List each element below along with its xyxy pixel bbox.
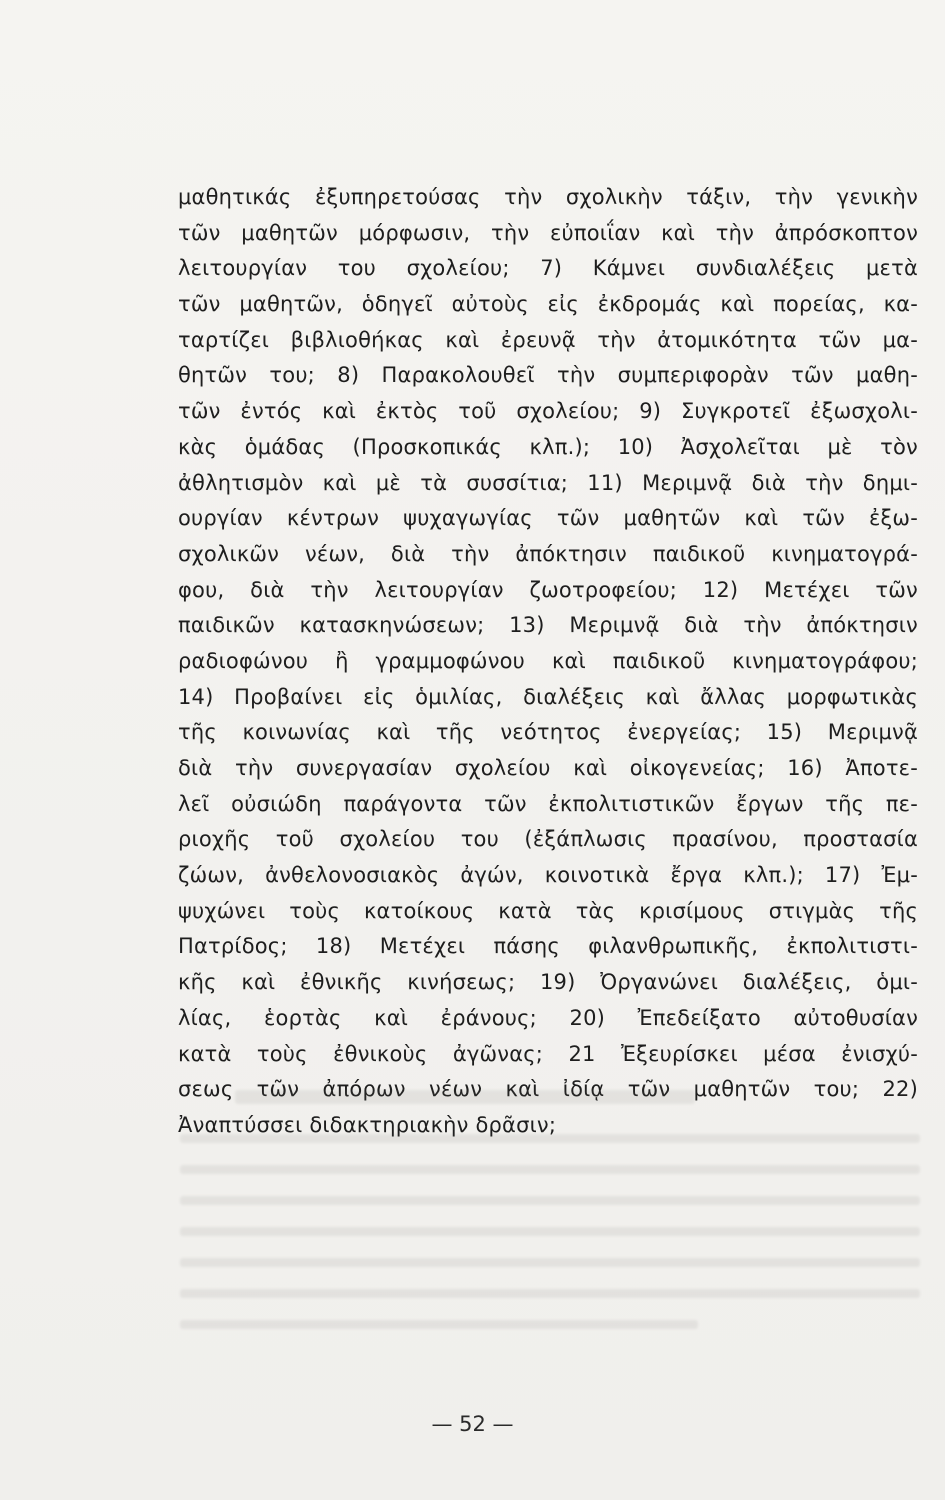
show-through-line	[180, 1320, 698, 1329]
text-line: ζώων, ἀνθελονοσιακὸς ἀγών, κοινοτικὰ ἔργα κλπ.); 17) Ἐμ-	[178, 863, 918, 888]
text-line: τῶν μαθητῶν μόρφωσιν, τὴν εὐποιΐαν καὶ τὴν ἀπρόσκοπτον	[178, 220, 918, 245]
text-line: κῆς καὶ ἐθνικῆς κινήσεως; 19) Ὀργανώνει διαλέξεις, ὁμι-	[178, 970, 918, 995]
text-line: λεῖ οὐσιώδη παράγοντα τῶν ἐκπολιτιστικῶν ἔργων τῆς πε-	[178, 791, 918, 816]
show-through-line	[180, 1289, 920, 1298]
text-line: φου, διὰ τὴν λειτουργίαν ζωοτροφείου; 12) Μετέχει τῶν	[178, 577, 918, 602]
text-line: θητῶν του; 8) Παρακολουθεῖ τὴν συμπεριφορὰν τῶν μαθη-	[178, 363, 918, 388]
text-line: κὰς ὁμάδας (Προσκοπικάς κλπ.); 10) Ἀσχολεῖται μὲ τὸν	[178, 434, 918, 459]
text-line: τῶν ἐντός καὶ ἐκτὸς τοῦ σχολείου; 9) Συγκροτεῖ ἐξωσχολι-	[178, 399, 918, 424]
text-line: Ἀναπτύσσει διδακτηριακὴν δρᾶσιν;	[178, 1112, 557, 1137]
text-line: λειτουργίαν του σχολείου; 7) Κάμνει συνδιαλέξεις μετὰ	[178, 256, 918, 281]
text-line: τῶν μαθητῶν, ὁδηγεῖ αὐτοὺς εἰς ἐκδρομάς καὶ πορείας, κα-	[178, 292, 918, 317]
text-line: σχολικῶν νέων, διὰ τὴν ἀπόκτησιν παιδικοῦ κινηματογρά-	[178, 541, 918, 566]
text-line: ταρτίζει βιβλιοθήκας καὶ ἐρευνᾷ τὴν ἀτομικότητα τῶν μα-	[178, 327, 918, 352]
text-line: μαθητικάς ἐξυπηρετούσας τὴν σχολικὴν τάξιν, τὴν γενικὴν	[178, 185, 918, 209]
text-line: Πατρίδος; 18) Μετέχει πάσης φιλανθρωπικῆς, ἐκπολιτιστι-	[178, 934, 918, 959]
text-line: ψυχώνει τοὺς κατοίκους κατὰ τὰς κρισίμους στιγμὰς τῆς	[178, 898, 918, 923]
show-through-line	[180, 1227, 920, 1236]
text-line: ριοχῆς τοῦ σχολείου του (ἐξάπλωσις πρασίνου, προστασία	[178, 827, 918, 852]
text-line: ἀθλητισμὸν καὶ μὲ τὰ συσσίτια; 11) Μεριμνᾷ διὰ τὴν δημι-	[178, 470, 918, 495]
show-through-line	[180, 1165, 920, 1174]
show-through-line	[180, 1196, 920, 1205]
text-line: ουργίαν κέντρων ψυχαγωγίας τῶν μαθητῶν καὶ τῶν ἐξω-	[178, 506, 918, 531]
body-text	[178, 180, 918, 1144]
text-line: διὰ τὴν συνεργασίαν σχολείου καὶ οἰκογενείας; 16) Ἀποτε-	[178, 756, 918, 780]
text-line: λίας, ἑορτὰς καὶ ἐράνους; 20) Ἐπεδείξατο αὐτοθυσίαν	[178, 1005, 918, 1030]
text-line: σεως τῶν ἀπόρων νέων καὶ ἰδίᾳ τῶν μαθητῶν του; 22)	[178, 1077, 918, 1102]
page-number: — 52 —	[431, 1412, 514, 1436]
show-through-line	[180, 1258, 920, 1267]
text-line: ραδιοφώνου ἢ γραμμοφώνου καὶ παιδικοῦ κινηματογράφου;	[178, 648, 918, 673]
text-line: παιδικῶν κατασκηνώσεων; 13) Μεριμνᾷ διὰ τὴν ἀπόκτησιν	[178, 613, 918, 638]
text-line: 14) Προβαίνει εἰς ὁμιλίας, διαλέξεις καὶ ἄλλας μορφωτικὰς	[178, 684, 918, 709]
text-line: τῆς κοινωνίας καὶ τῆς νεότητος ἐνεργείας; 15) Μεριμνᾷ	[178, 720, 918, 745]
text-line: κατὰ τοὺς ἐθνικοὺς ἀγῶνας; 21 Ἐξευρίσκει μέσα ἐνισχύ-	[178, 1041, 918, 1066]
